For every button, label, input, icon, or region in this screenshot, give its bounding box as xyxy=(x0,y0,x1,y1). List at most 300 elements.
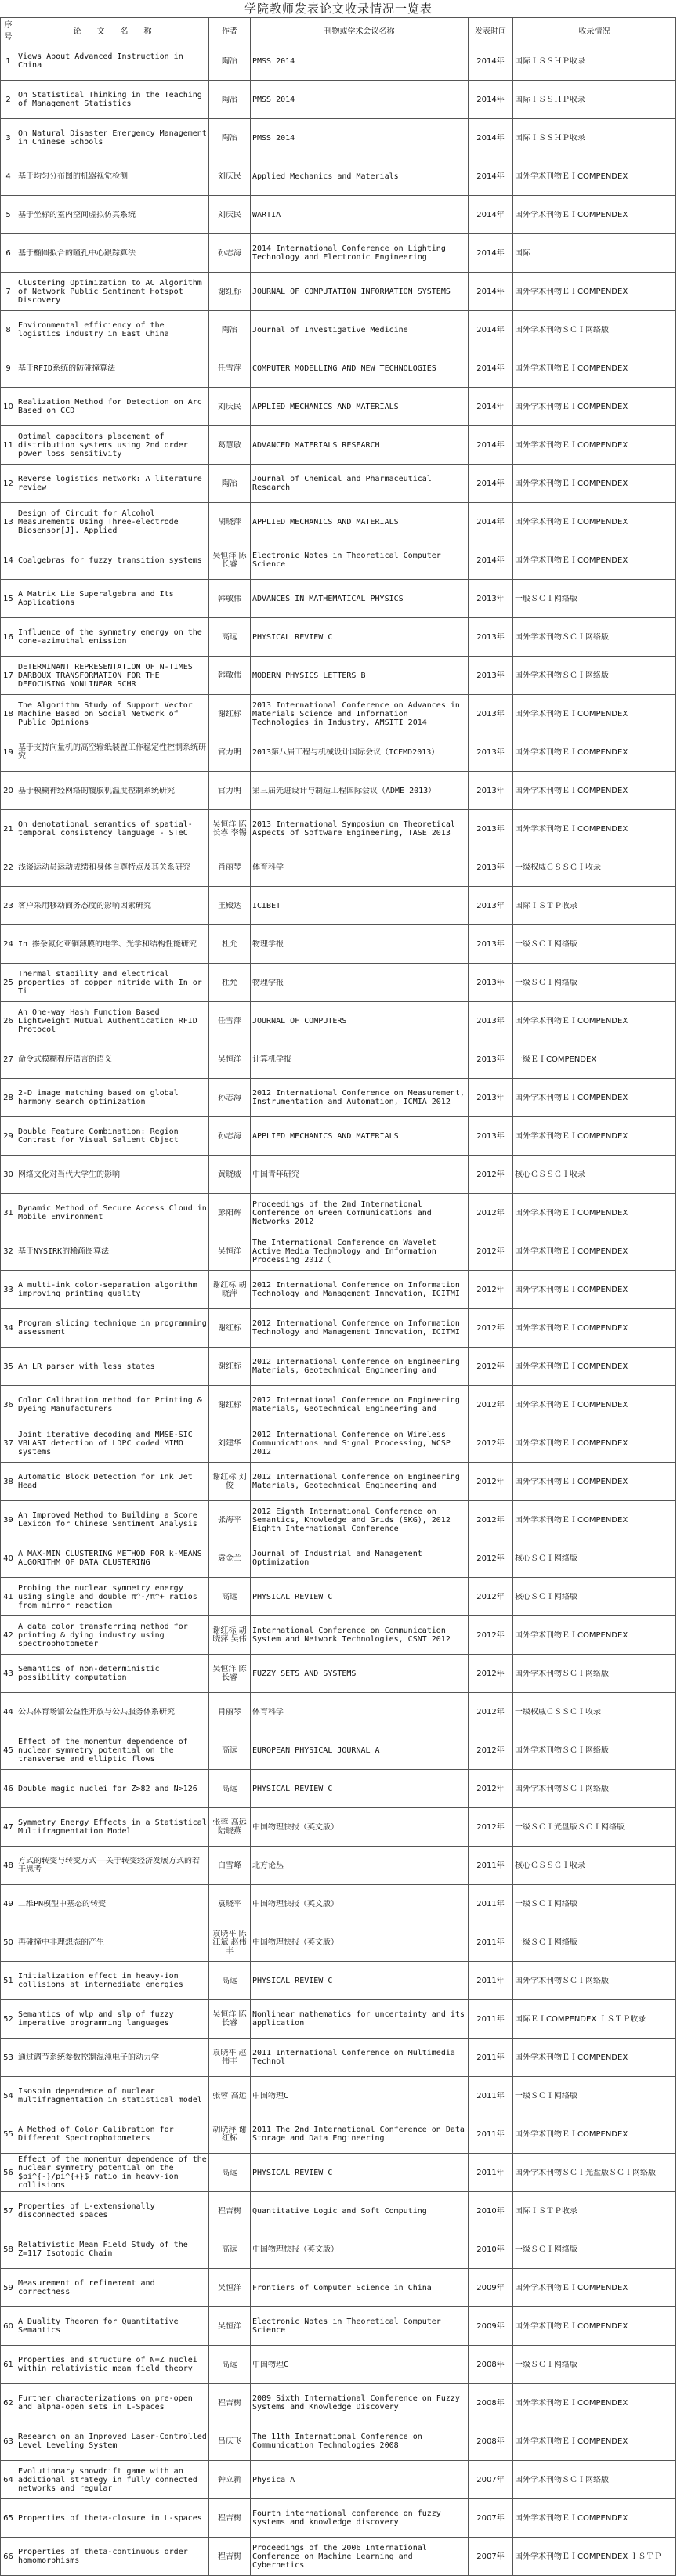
paper-title-text: 基于均匀分布图的机器视觉检测 xyxy=(18,172,128,181)
paper-status-text: 核心ＳＣＩ网络版 xyxy=(515,1592,577,1601)
paper-title xyxy=(16,2461,209,2499)
table-row xyxy=(1,1386,676,1424)
paper-journal xyxy=(251,1386,469,1424)
paper-time xyxy=(469,2039,513,2077)
paper-author-text: 黄晓威 xyxy=(218,1170,241,1179)
paper-title xyxy=(16,925,209,964)
paper-time-text: 2013年 xyxy=(476,786,505,795)
paper-title xyxy=(16,349,209,388)
paper-status xyxy=(513,273,676,311)
paper-author-text: 张海平 xyxy=(218,1515,241,1525)
paper-title xyxy=(16,580,209,618)
paper-title-text: 命令式模糊程序语言的语义 xyxy=(18,1055,112,1064)
paper-journal-text: PHYSICAL REVIEW C xyxy=(252,1976,333,1985)
table-row xyxy=(1,541,676,580)
paper-journal xyxy=(251,1847,469,1885)
paper-title-text: 浅谈运动员运动成绩和身体自尊特点及其关系研究 xyxy=(18,863,190,872)
paper-title xyxy=(16,2346,209,2384)
paper-time xyxy=(469,196,513,234)
paper-status xyxy=(513,1002,676,1040)
paper-status-text: 国际ＩＳＳＨＰ收录 xyxy=(515,56,585,66)
row-number-text: 22 xyxy=(3,863,13,872)
paper-status-text: 一级ＳＣＩ光盘版ＳＣＩ网络版 xyxy=(515,1822,625,1832)
row-number xyxy=(1,2230,16,2269)
paper-author xyxy=(209,925,251,964)
paper-status-text: 国外学术刊物ＳＣＩ光盘版ＳＣＩ网络版 xyxy=(515,2168,656,2177)
paper-journal xyxy=(251,2000,469,2039)
table-row xyxy=(1,2039,676,2077)
paper-status-text: 国外学术刊物ＥＩCOMPENDEX xyxy=(515,1285,628,1294)
paper-author-text: 孙志海 xyxy=(218,248,241,258)
paper-title xyxy=(16,618,209,657)
paper-time-text: 2013年 xyxy=(476,901,505,910)
table-row xyxy=(1,2077,676,2115)
paper-title-text: Joint iterative decoding and MMSE-SIC VBLAST detection of LDPC coded MIMO systems xyxy=(18,1430,193,1456)
paper-time xyxy=(469,1578,513,1616)
row-number-text: 34 xyxy=(3,1323,13,1333)
paper-time xyxy=(469,1194,513,1232)
paper-author xyxy=(209,733,251,772)
paper-time xyxy=(469,618,513,657)
paper-status-text: 国外学术刊物ＥＩCOMPENDEX xyxy=(515,1246,628,1256)
row-number-text: 66 xyxy=(3,2552,13,2561)
row-number xyxy=(1,964,16,1002)
paper-author xyxy=(209,2307,251,2346)
table-row xyxy=(1,1847,676,1885)
paper-time-text: 2012年 xyxy=(476,1592,505,1601)
paper-author-text: 程吉树 xyxy=(218,2206,241,2216)
row-number-text: 61 xyxy=(3,2360,13,2369)
paper-status xyxy=(513,2461,676,2499)
paper-journal-text: 2013第八届工程与机械设计国际会议（ICEMD2013） xyxy=(252,747,440,757)
row-number xyxy=(1,1578,16,1616)
table-row xyxy=(1,733,676,772)
row-number xyxy=(1,1770,16,1808)
paper-status-text: 国外学术刊物ＥＩCOMPENDEX xyxy=(515,287,628,296)
row-number xyxy=(1,311,16,349)
paper-title-text: 基于RFID系统的防碰撞算法 xyxy=(18,364,116,373)
paper-author xyxy=(209,1309,251,1348)
row-number xyxy=(1,1232,16,1271)
paper-journal-text: 2011 International Conference on Multimedia Technol xyxy=(252,2049,455,2066)
paper-status-text: 国外学术刊物ＥＩCOMPENDEX xyxy=(515,1323,628,1333)
paper-journal-text: WARTIA xyxy=(252,210,281,219)
paper-author xyxy=(209,2461,251,2499)
paper-author xyxy=(209,1962,251,2000)
paper-author xyxy=(209,1770,251,1808)
paper-title-text: Properties of theta-continuous order homomorphisms xyxy=(18,2548,188,2565)
paper-time-text: 2012年 xyxy=(476,1669,505,1678)
paper-status xyxy=(513,848,676,887)
paper-journal xyxy=(251,503,469,541)
row-number xyxy=(1,1271,16,1309)
paper-status xyxy=(513,2192,676,2230)
row-number-text: 60 xyxy=(3,2321,13,2331)
paper-author-text: 程吉树 xyxy=(218,2552,241,2561)
paper-journal xyxy=(251,618,469,657)
paper-status-text: 国外学术刊物ＳＣＩ网络版 xyxy=(515,1669,609,1678)
paper-time xyxy=(469,1539,513,1578)
paper-title-text: 二维PN模型中基态的转变 xyxy=(18,1899,107,1908)
paper-title-text: 基于模糊神经网络的覆膜机温度控制系统研究 xyxy=(18,786,175,795)
row-number-text: 20 xyxy=(3,786,13,795)
table-row xyxy=(1,2346,676,2384)
table-row xyxy=(1,1079,676,1117)
row-number xyxy=(1,119,16,157)
table-row xyxy=(1,580,676,618)
paper-journal-text: 中国物理快报（英文版） xyxy=(252,1822,338,1832)
paper-time xyxy=(469,1232,513,1271)
paper-status xyxy=(513,1194,676,1232)
row-number xyxy=(1,42,16,81)
paper-journal-text: PMSS 2014 xyxy=(252,95,295,104)
paper-author-text: 程吉树 xyxy=(218,2513,241,2523)
paper-author-text: 官力明 xyxy=(218,747,241,757)
paper-status xyxy=(513,503,676,541)
paper-time xyxy=(469,1655,513,1693)
paper-time xyxy=(469,964,513,1002)
row-number-text: 46 xyxy=(3,1784,13,1793)
paper-author-text: 高远 xyxy=(222,1592,237,1601)
paper-status-text: 国外学术刊物ＥＩCOMPENDEX xyxy=(515,2398,628,2408)
row-number-text: 32 xyxy=(3,1246,13,1256)
paper-status xyxy=(513,541,676,580)
paper-title xyxy=(16,1386,209,1424)
row-number xyxy=(1,695,16,733)
row-number xyxy=(1,157,16,196)
paper-status-text: 一级ＳＣＩ网络版 xyxy=(515,2245,577,2254)
paper-title-text: Reverse logistics network: A literature review xyxy=(18,475,202,492)
row-number xyxy=(1,925,16,964)
paper-journal xyxy=(251,2269,469,2307)
paper-time-text: 2014年 xyxy=(476,56,505,66)
paper-journal-text: Physica A xyxy=(252,2475,295,2484)
paper-status xyxy=(513,196,676,234)
row-number-text: 15 xyxy=(3,594,13,603)
row-number-text: 51 xyxy=(3,1976,13,1985)
paper-time xyxy=(469,1616,513,1655)
paper-title xyxy=(16,810,209,848)
paper-status xyxy=(513,311,676,349)
paper-journal-text: International Conference on Communication System and Network Technologies, CSNT 2012 xyxy=(252,1626,451,1644)
paper-journal-text: JOURNAL OF COMPUTERS xyxy=(252,1016,347,1026)
row-number xyxy=(1,1693,16,1731)
table-row xyxy=(1,1117,676,1156)
paper-journal-text: 计算机学报 xyxy=(252,1055,291,1064)
paper-time-text: 2012年 xyxy=(476,1784,505,1793)
paper-author-text: 胡晓萍 xyxy=(218,517,241,526)
paper-title-text: On Natural Disaster Emergency Management in Chinese Schools xyxy=(18,129,207,147)
paper-status-text: 一级ＳＣＩ网络版 xyxy=(515,1937,577,1947)
paper-title xyxy=(16,1309,209,1348)
paper-time xyxy=(469,657,513,695)
paper-time-text: 2013年 xyxy=(476,863,505,872)
row-number-text: 42 xyxy=(3,1630,13,1640)
paper-title xyxy=(16,503,209,541)
row-number-text: 55 xyxy=(3,2129,13,2139)
paper-journal-text: PMSS 2014 xyxy=(252,133,295,143)
paper-title xyxy=(16,273,209,311)
paper-time-text: 2013年 xyxy=(476,747,505,757)
paper-author-text: 谢红标 xyxy=(218,1362,241,1371)
paper-time xyxy=(469,1731,513,1770)
row-number-text: 30 xyxy=(3,1170,13,1179)
paper-journal-text: ICIBET xyxy=(252,901,281,910)
paper-time xyxy=(469,426,513,465)
table-row xyxy=(1,1616,676,1655)
paper-time xyxy=(469,1770,513,1808)
paper-time xyxy=(469,2192,513,2230)
paper-time-text: 2011年 xyxy=(476,1976,505,1985)
paper-journal xyxy=(251,2077,469,2115)
header-title: 论 文 名 称 xyxy=(16,18,209,42)
paper-status xyxy=(513,2077,676,2115)
paper-title-text: Properties of theta-closure in L-spaces xyxy=(18,2513,202,2523)
paper-title xyxy=(16,2115,209,2154)
paper-time xyxy=(469,1885,513,1923)
paper-title-text: Program slicing technique in programming assessment xyxy=(18,1319,207,1337)
paper-author xyxy=(209,1348,251,1386)
row-number xyxy=(1,1962,16,2000)
paper-author-text: 吴恒洋 xyxy=(218,2283,241,2292)
paper-status xyxy=(513,1923,676,1962)
paper-status xyxy=(513,618,676,657)
paper-title xyxy=(16,1232,209,1271)
row-number-text: 52 xyxy=(3,2014,13,2024)
paper-author-text: 高远 xyxy=(222,1784,237,1793)
paper-journal-text: Journal of Investigative Medicine xyxy=(252,325,408,335)
paper-journal xyxy=(251,388,469,426)
row-number xyxy=(1,81,16,119)
paper-journal-text: Journal of Industrial and Management Optimization xyxy=(252,1550,422,1567)
paper-status xyxy=(513,580,676,618)
paper-title-text: Research on an Improved Laser-Controlled Level Leveling System xyxy=(18,2433,207,2450)
paper-status xyxy=(513,1117,676,1156)
paper-time xyxy=(469,2000,513,2039)
paper-journal xyxy=(251,772,469,810)
paper-author-text: 吴恒洋 xyxy=(218,1246,241,1256)
paper-status-text: 国外学术刊物ＳＣＩ网络版 xyxy=(515,325,609,335)
paper-time-text: 2010年 xyxy=(476,2245,505,2254)
paper-title xyxy=(16,1655,209,1693)
paper-title xyxy=(16,1002,209,1040)
paper-title xyxy=(16,1962,209,2000)
paper-title-text: Isospin dependence of nuclear multifragmentation in statistical model xyxy=(18,2087,202,2104)
table-row xyxy=(1,2154,676,2192)
paper-time-text: 2014年 xyxy=(476,402,505,411)
paper-journal xyxy=(251,234,469,273)
paper-title xyxy=(16,311,209,349)
paper-time xyxy=(469,887,513,925)
paper-title xyxy=(16,2384,209,2422)
paper-author xyxy=(209,157,251,196)
paper-journal-text: PHYSICAL REVIEW C xyxy=(252,2168,333,2177)
table-header-row xyxy=(1,18,676,42)
paper-title xyxy=(16,2077,209,2115)
paper-journal xyxy=(251,2039,469,2077)
paper-time-text: 2012年 xyxy=(476,1362,505,1371)
paper-time-text: 2012年 xyxy=(476,1246,505,1256)
paper-author xyxy=(209,1232,251,1271)
row-number-text: 2 xyxy=(5,95,11,104)
paper-status xyxy=(513,695,676,733)
row-number-text: 57 xyxy=(3,2206,13,2216)
paper-journal-text: COMPUTER MODELLING AND NEW TECHNOLOGIES xyxy=(252,364,436,373)
paper-author-text: 吴恒洋 陈长睿 李锡 xyxy=(212,820,247,838)
row-number xyxy=(1,657,16,695)
paper-status-text: 国际ＥＩCOMPENDEX ＩＳＴＰ收录 xyxy=(515,2014,646,2024)
paper-journal xyxy=(251,2154,469,2192)
paper-author xyxy=(209,2115,251,2154)
paper-author-text: 谢红标 xyxy=(218,1400,241,1409)
paper-title xyxy=(16,119,209,157)
paper-status xyxy=(513,1232,676,1271)
table-row xyxy=(1,2269,676,2307)
paper-status-text: 国外学术刊物ＥＩCOMPENDEX xyxy=(515,2129,628,2139)
paper-time xyxy=(469,1117,513,1156)
paper-journal-text: 2013 International Conference on Advances in Materials Science and Information Technologies in Industry, AMSITI 2014 xyxy=(252,700,460,727)
paper-author-text: 孙志海 xyxy=(218,1093,241,1102)
paper-title-text: An LR parser with less states xyxy=(18,1362,155,1371)
paper-title-text: Automatic Block Detection for Ink Jet Head xyxy=(18,1473,193,1490)
paper-author-text: 袁金兰 xyxy=(218,1554,241,1563)
row-number xyxy=(1,273,16,311)
row-number-text: 40 xyxy=(3,1554,13,1563)
paper-title-text: 方式的转变与转变方式——关于转变经济发展方式的若干思考 xyxy=(18,1857,201,1874)
paper-author-text: 吴恒洋 xyxy=(218,2321,241,2331)
paper-time xyxy=(469,580,513,618)
table-row xyxy=(1,273,676,311)
paper-author-text: 官力明 xyxy=(218,786,241,795)
row-number-text: 8 xyxy=(5,325,11,335)
paper-journal-text: 2011 The 2nd International Conference on Data Storage and Data Engineering xyxy=(252,2126,465,2143)
paper-status-text: 国外学术刊物ＥＩCOMPENDEX xyxy=(515,2437,628,2446)
paper-title-text: Coalgebras for fuzzy transition systems xyxy=(18,555,202,565)
paper-journal xyxy=(251,1463,469,1501)
row-number-text: 41 xyxy=(3,1592,13,1601)
paper-time-text: 2013年 xyxy=(476,1055,505,1064)
paper-journal-text: 北方论丛 xyxy=(252,1861,284,1870)
paper-status xyxy=(513,2115,676,2154)
paper-status xyxy=(513,1348,676,1386)
table-row xyxy=(1,1348,676,1386)
paper-journal xyxy=(251,273,469,311)
paper-status-text: 国外学术刊物ＥＩCOMPENDEX xyxy=(515,709,628,718)
paper-title xyxy=(16,1501,209,1539)
paper-journal xyxy=(251,1424,469,1463)
paper-status xyxy=(513,2422,676,2461)
paper-time xyxy=(469,311,513,349)
paper-status-text: 一级ＥＩCOMPENDEX xyxy=(515,1055,597,1064)
paper-author xyxy=(209,2384,251,2422)
paper-time-text: 2011年 xyxy=(476,1937,505,1947)
paper-status xyxy=(513,2384,676,2422)
paper-journal xyxy=(251,2192,469,2230)
paper-author-text: 肖丽琴 xyxy=(218,1707,241,1717)
paper-time xyxy=(469,1923,513,1962)
paper-time-text: 2014年 xyxy=(476,325,505,335)
paper-time-text: 2013年 xyxy=(476,824,505,834)
paper-status-text: 一级权威ＣＳＳＣＩ收录 xyxy=(515,1707,601,1717)
row-number-text: 35 xyxy=(3,1362,13,1371)
paper-author-text: 吴恒洋 xyxy=(218,1055,241,1064)
paper-time-text: 2012年 xyxy=(476,1477,505,1486)
paper-author xyxy=(209,1156,251,1194)
paper-journal xyxy=(251,426,469,465)
paper-status-text: 国外学术刊物ＥＩCOMPENDEX xyxy=(515,210,628,219)
row-number-text: 53 xyxy=(3,2053,13,2062)
paper-author xyxy=(209,964,251,1002)
table-row xyxy=(1,2499,676,2538)
paper-author-text: 任雪萍 xyxy=(218,1016,241,1026)
paper-time xyxy=(469,119,513,157)
paper-status xyxy=(513,1808,676,1847)
paper-author-text: 任雪萍 xyxy=(218,364,241,373)
paper-time-text: 2011年 xyxy=(476,2168,505,2177)
paper-status xyxy=(513,119,676,157)
row-number xyxy=(1,1885,16,1923)
paper-author xyxy=(209,273,251,311)
paper-time-text: 2014年 xyxy=(476,555,505,565)
paper-title-text: Initialization effect in heavy-ion collisions at intermediate energies xyxy=(18,1972,183,1989)
paper-journal-text: 2014 International Conference on Lighting Technology and Electronic Engineering xyxy=(252,244,446,262)
table-row xyxy=(1,1424,676,1463)
paper-author xyxy=(209,2346,251,2384)
row-number-text: 12 xyxy=(3,479,13,488)
paper-journal xyxy=(251,1348,469,1386)
paper-title-text: Double Feature Combination: Region Contrast for Visual Salient Object xyxy=(18,1127,179,1145)
paper-author xyxy=(209,42,251,81)
paper-status-text: 一般ＳＣＩ网络版 xyxy=(515,594,577,603)
row-number-text: 5 xyxy=(5,210,11,219)
paper-author xyxy=(209,503,251,541)
paper-title-text: Properties of L-extensionally disconnected spaces xyxy=(18,2202,155,2220)
paper-status-text: 国际 xyxy=(515,248,530,258)
paper-time xyxy=(469,465,513,503)
paper-time-text: 2014年 xyxy=(476,287,505,296)
paper-author xyxy=(209,1655,251,1693)
paper-title xyxy=(16,465,209,503)
row-number xyxy=(1,1539,16,1578)
paper-time-text: 2013年 xyxy=(476,1131,505,1141)
paper-status xyxy=(513,2000,676,2039)
paper-time xyxy=(469,2307,513,2346)
paper-title xyxy=(16,1616,209,1655)
paper-journal-text: 中国物理快报（英文版） xyxy=(252,1899,338,1908)
paper-status xyxy=(513,2538,676,2576)
paper-author xyxy=(209,618,251,657)
paper-status xyxy=(513,657,676,695)
table-row xyxy=(1,196,676,234)
paper-title xyxy=(16,1578,209,1616)
paper-title xyxy=(16,2192,209,2230)
paper-time xyxy=(469,234,513,273)
row-number-text: 26 xyxy=(3,1016,13,1026)
paper-title-text: Effect of the momentum dependence of nuclear symmetry potential on the transverse and elliptic flows xyxy=(18,1737,188,1764)
paper-journal-text: 中国物理快报（英文版） xyxy=(252,2245,338,2254)
paper-author xyxy=(209,2077,251,2115)
paper-time-text: 2007年 xyxy=(476,2475,505,2484)
paper-journal-text: APPLIED MECHANICS AND MATERIALS xyxy=(252,517,399,526)
row-number xyxy=(1,1040,16,1079)
row-number xyxy=(1,1424,16,1463)
paper-time-text: 2011年 xyxy=(476,2091,505,2100)
paper-title xyxy=(16,157,209,196)
paper-status xyxy=(513,388,676,426)
table-row xyxy=(1,42,676,81)
row-number xyxy=(1,772,16,810)
paper-status-text: 国外学术刊物ＥＩCOMPENDEX xyxy=(515,2321,628,2331)
